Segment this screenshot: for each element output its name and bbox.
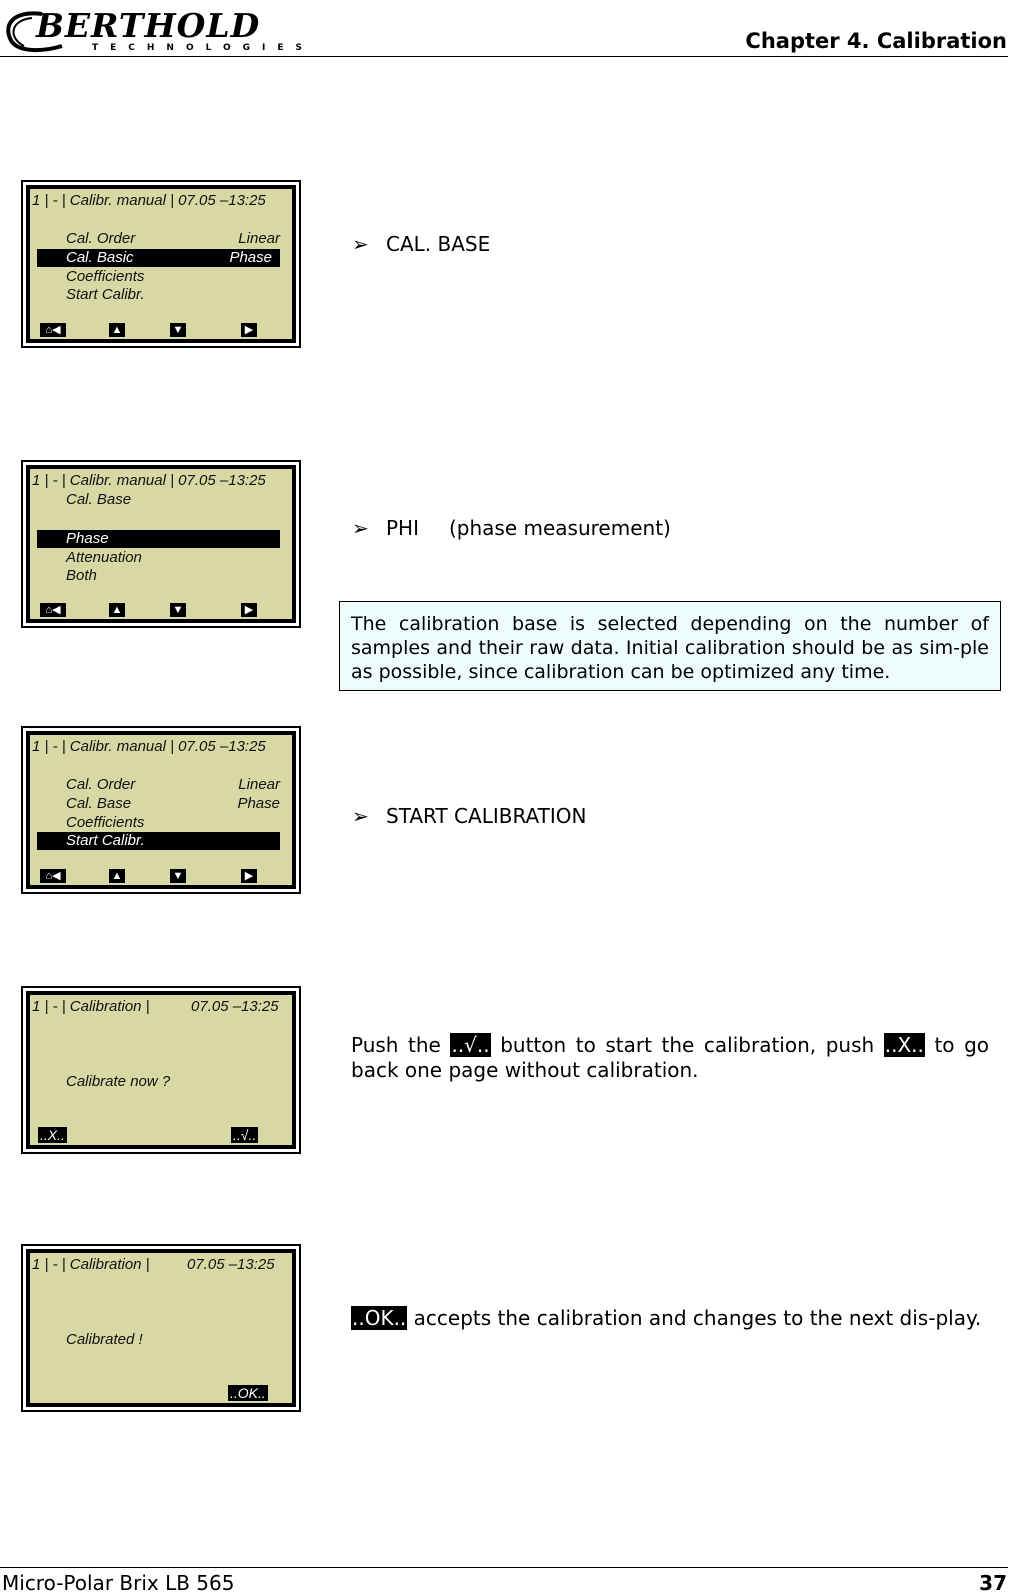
- lcd-screen-cal-basic: [21, 180, 301, 348]
- lcd-screen-calibrate-now: [21, 986, 301, 1154]
- menu-item-cal-order[interactable]: Cal. Order Linear: [66, 776, 280, 793]
- lcd-message: Calibrated !: [66, 1331, 143, 1348]
- up-arrow-icon[interactable]: ▲: [109, 869, 125, 883]
- menu-item-cal-basic[interactable]: Cal. Basic Phase: [37, 249, 280, 267]
- up-arrow-icon[interactable]: ▲: [109, 323, 125, 337]
- lcd-screen-calibrated: [21, 1244, 301, 1412]
- right-arrow-icon[interactable]: ▶: [241, 323, 257, 337]
- ok-key-label: ..OK..: [352, 1306, 407, 1330]
- menu-item-both[interactable]: Both: [66, 567, 97, 584]
- right-arrow-icon[interactable]: ▶: [241, 869, 257, 883]
- lcd-screen-cal-base: [21, 460, 301, 628]
- home-back-icon[interactable]: ⌂◀: [40, 869, 66, 883]
- lcd-screen-start-calibr: [21, 726, 301, 894]
- note-box: The calibration base is selected depending on the number of samples and their raw data. Initial calibration should be as sim-ple as possible, since calibration can be optimized any time.: [339, 601, 1001, 691]
- confirm-key-label: ..√..: [451, 1033, 490, 1057]
- footer-product: Micro-Polar Brix LB 565: [2, 1571, 235, 1595]
- confirm-button[interactable]: ..√..: [233, 1127, 257, 1143]
- ok-instructions: ..OK.. accepts the calibration and changes to the next dis-play.: [352, 1306, 982, 1330]
- menu-item-attenuation[interactable]: Attenuation: [66, 549, 142, 566]
- up-arrow-icon[interactable]: ▲: [109, 603, 125, 617]
- header-divider: [0, 56, 1008, 57]
- logo-subtext: TECHNOLOGIES: [92, 43, 315, 53]
- push-instructions: Push the ..√.. button to start the calibration, push ..X.. to go back one page without calibration.: [351, 1033, 990, 1082]
- lcd-message: Calibrate now ?: [66, 1073, 171, 1090]
- logo-brand-text: BERTHOLD: [36, 6, 261, 45]
- lcd-header: 1 | - | Calibr. manual | 07.05 –13:25: [32, 192, 266, 209]
- menu-item-coefficients[interactable]: Coefficients: [66, 268, 145, 285]
- bullet-start-calibration: ➢ START CALIBRATION: [352, 804, 587, 828]
- down-arrow-icon[interactable]: ▼: [170, 603, 186, 617]
- footer-divider: [0, 1567, 1008, 1568]
- down-arrow-icon[interactable]: ▼: [170, 323, 186, 337]
- menu-item-phase[interactable]: Phase: [37, 530, 280, 548]
- menu-item-coefficients[interactable]: Coefficients: [66, 814, 145, 831]
- home-back-icon[interactable]: ⌂◀: [40, 603, 66, 617]
- menu-item-start-calibr[interactable]: Start Calibr.: [66, 286, 145, 303]
- berthold-logo: [2, 6, 315, 54]
- menu-item-start-calibr[interactable]: Start Calibr.: [37, 832, 280, 850]
- lcd-header: 1 | - | Calibr. manual | 07.05 –13:25: [32, 738, 266, 755]
- lcd-header: 1 | - | Calibr. manual | 07.05 –13:25: [32, 472, 266, 489]
- cancel-button[interactable]: ..X..: [40, 1127, 65, 1143]
- arrow-bullet-icon: ➢: [352, 804, 369, 828]
- home-back-icon[interactable]: ⌂◀: [40, 323, 66, 337]
- bullet-phi: ➢ PHI (phase measurement): [352, 516, 671, 540]
- arrow-bullet-icon: ➢: [352, 516, 369, 540]
- right-arrow-icon[interactable]: ▶: [241, 603, 257, 617]
- chapter-title: Chapter 4. Calibration: [745, 29, 1007, 53]
- arrow-bullet-icon: ➢: [352, 232, 369, 256]
- bullet-cal-base: ➢ CAL. BASE: [352, 232, 491, 256]
- page-number: 37: [979, 1571, 1007, 1595]
- lcd-header: 1 | - | Calibration | 07.05 –13:25: [32, 998, 279, 1015]
- cancel-key-label: ..X..: [884, 1033, 924, 1057]
- menu-item-cal-order[interactable]: Cal. Order Linear: [66, 230, 280, 247]
- down-arrow-icon[interactable]: ▼: [170, 869, 186, 883]
- ok-button[interactable]: ..OK..: [230, 1385, 266, 1401]
- lcd-header: 1 | - | Calibration | 07.05 –13:25: [32, 1256, 275, 1273]
- lcd-title: Cal. Base: [66, 491, 132, 508]
- menu-item-cal-base[interactable]: Cal. Base Phase: [66, 795, 280, 812]
